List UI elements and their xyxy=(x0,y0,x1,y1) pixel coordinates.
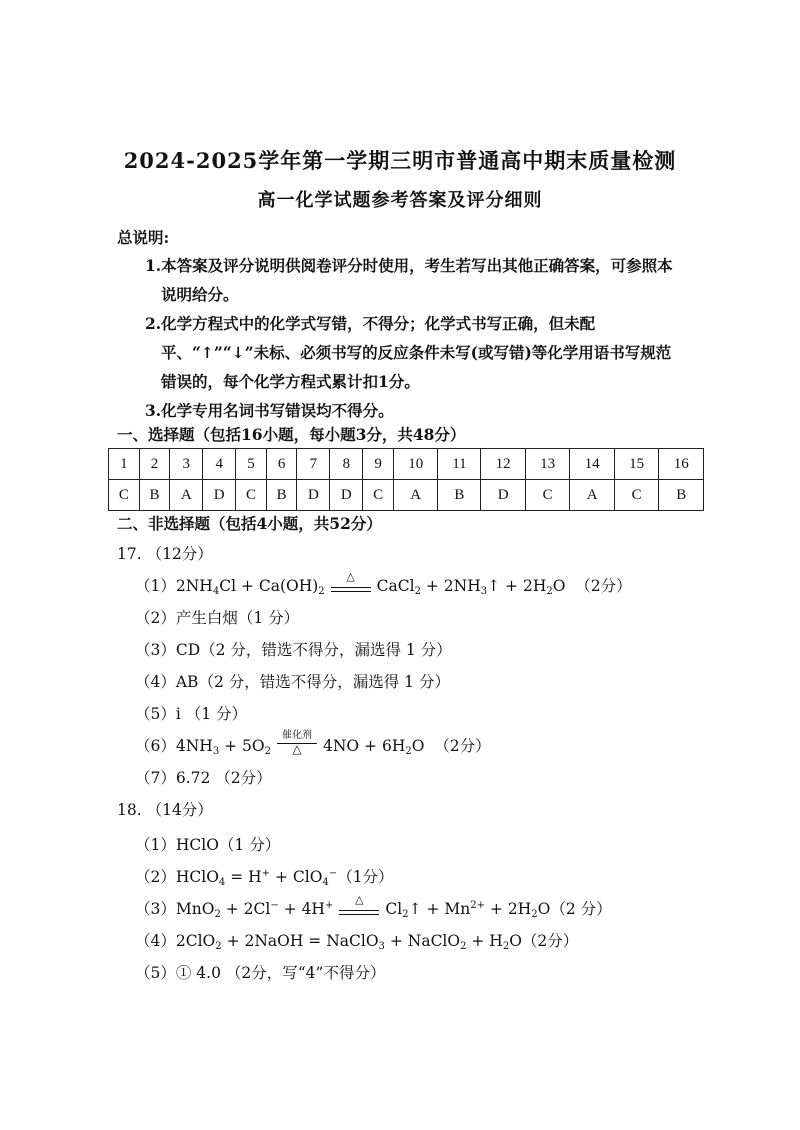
answer-table-numbers-row xyxy=(109,449,704,480)
answer-cell: B xyxy=(659,480,704,511)
answer-cell: C xyxy=(109,480,140,511)
section2-heading: 二、非选择题（包括4小题，共52分） xyxy=(117,514,382,533)
q18-answer-5: （5）① 4.0 （2分，写“4”不得分） xyxy=(135,964,386,982)
general-notes-heading: 总说明: xyxy=(117,228,170,247)
q17-answer-3: （3）CD（2 分，错选不得分，漏选得 1 分） xyxy=(135,641,452,659)
heating-condition xyxy=(331,570,371,596)
question-number: 1 xyxy=(109,449,140,480)
page-subtitle: 高一化学试题参考答案及评分细则 xyxy=(257,190,543,211)
q17-answer-1: $(1)2NH_4Cl + Ca(OH)_2$ △ CaCl$_2$ + $2NH_3↑ + 2H_2O$ （2分） xyxy=(135,570,632,597)
q17-a6-label: （6） xyxy=(135,737,176,755)
section1-heading: 一、选择题（包括16小题，每小题3分，共48分） xyxy=(117,425,466,444)
delta-symbol: △ xyxy=(292,742,302,756)
question-number: 2 xyxy=(139,449,170,480)
general-note-1: 1.本答案及评分说明供阅卷评分时使用，考生若写出其他正确答案，可参照本说明给分。 xyxy=(145,256,673,304)
question-number: 10 xyxy=(393,449,438,480)
q17-answer-6: $(6)4NH_3 + 5O_2$ 催化剂 △ $4NO + 6H_2O$ （2分） xyxy=(135,734,491,756)
answer-cell: A xyxy=(170,480,203,511)
question-number: 13 xyxy=(525,449,570,480)
answer-cell: A xyxy=(393,480,438,511)
q17-answer-4: （4）AB（2 分，错选不得分，漏选得 1 分） xyxy=(135,673,450,691)
q18-a4-score: （2分） xyxy=(521,932,579,950)
q17-heading: 17. （12分） xyxy=(117,545,213,563)
answer-cell: D xyxy=(330,480,363,511)
answer-cell: C xyxy=(614,480,659,511)
answer-cell: D xyxy=(297,480,330,511)
q18-answer-2: （2）HClO$_4$ = H+ + ClO$_4$−（1分） xyxy=(135,868,394,888)
question-number: 8 xyxy=(330,449,363,480)
question-number: 9 xyxy=(363,449,394,480)
q18-answer-3: （3）MnO$_2$ + 2Cl− + 4H+ △ $Cl_2↑ + Mn^{2+} + 2H_2O(2$ 分） xyxy=(135,893,612,920)
answer-cell: A xyxy=(570,480,615,511)
question-number: 5 xyxy=(236,449,267,480)
catalyst-label: 催化剂 xyxy=(282,730,312,741)
delta-symbol: △ xyxy=(346,570,355,583)
delta-symbol: △ xyxy=(355,893,364,906)
question-number: 16 xyxy=(659,449,704,480)
general-note-2: 2.化学方程式中的化学式写错，不得分；化学式书写正确，但未配平、“↑”“↓”未标、必须书写的反应条件未写(或写错)等化学用语书写规范错误的，每个化学方程式累计扣1分。 xyxy=(145,314,672,391)
answer-cell: C xyxy=(363,480,394,511)
answer-cell: D xyxy=(481,480,526,511)
q18-a3-label: （3） xyxy=(135,900,176,918)
answer-table xyxy=(108,448,704,511)
q17-a6-score: （2分） xyxy=(434,737,491,755)
general-note-3: 3.化学专用名词书写错误均不得分。 xyxy=(145,401,394,420)
question-number: 11 xyxy=(438,449,481,480)
q17-answer-2: （2）产生白烟（1 分） xyxy=(135,609,300,627)
q18-a2-score: （1分） xyxy=(337,868,394,886)
question-number: 15 xyxy=(614,449,659,480)
question-number: 14 xyxy=(570,449,615,480)
q18-answer-4: （4）2ClO$_2$ + 2NaOH = NaClO$_3$ + NaClO$_2$ + $H_2O(2$分） xyxy=(135,932,579,952)
q18-answer-1: （1）HClO（1 分） xyxy=(135,836,281,854)
question-number: 4 xyxy=(203,449,236,480)
answer-cell: D xyxy=(203,480,236,511)
answer-cell: B xyxy=(266,480,297,511)
answer-cell: C xyxy=(236,480,267,511)
answer-cell: B xyxy=(438,480,481,511)
question-number: 3 xyxy=(170,449,203,480)
q17-a1-score: （2分） xyxy=(575,577,632,595)
q18-a2-label: （2） xyxy=(135,868,176,886)
answer-table-answers-row xyxy=(109,480,704,511)
page-title: 2024-2025学年第一学期三明市普通高中期末质量检测 xyxy=(123,148,677,173)
q18-a3-score: （2 分） xyxy=(550,900,612,918)
q17-a1-label: （1） xyxy=(135,577,176,595)
question-number: 12 xyxy=(481,449,526,480)
q18-a4-label: （4） xyxy=(135,932,176,950)
answer-cell: C xyxy=(525,480,570,511)
heating-condition xyxy=(339,893,379,919)
catalyst-condition xyxy=(277,730,317,756)
q18-heading: 18. （14分） xyxy=(117,801,213,819)
question-number: 7 xyxy=(297,449,330,480)
question-number: 6 xyxy=(266,449,297,480)
q17-answer-7: （7）6.72 （2分） xyxy=(135,769,272,787)
q17-answer-5: （5）i （1 分） xyxy=(135,705,248,723)
answer-cell: B xyxy=(139,480,170,511)
